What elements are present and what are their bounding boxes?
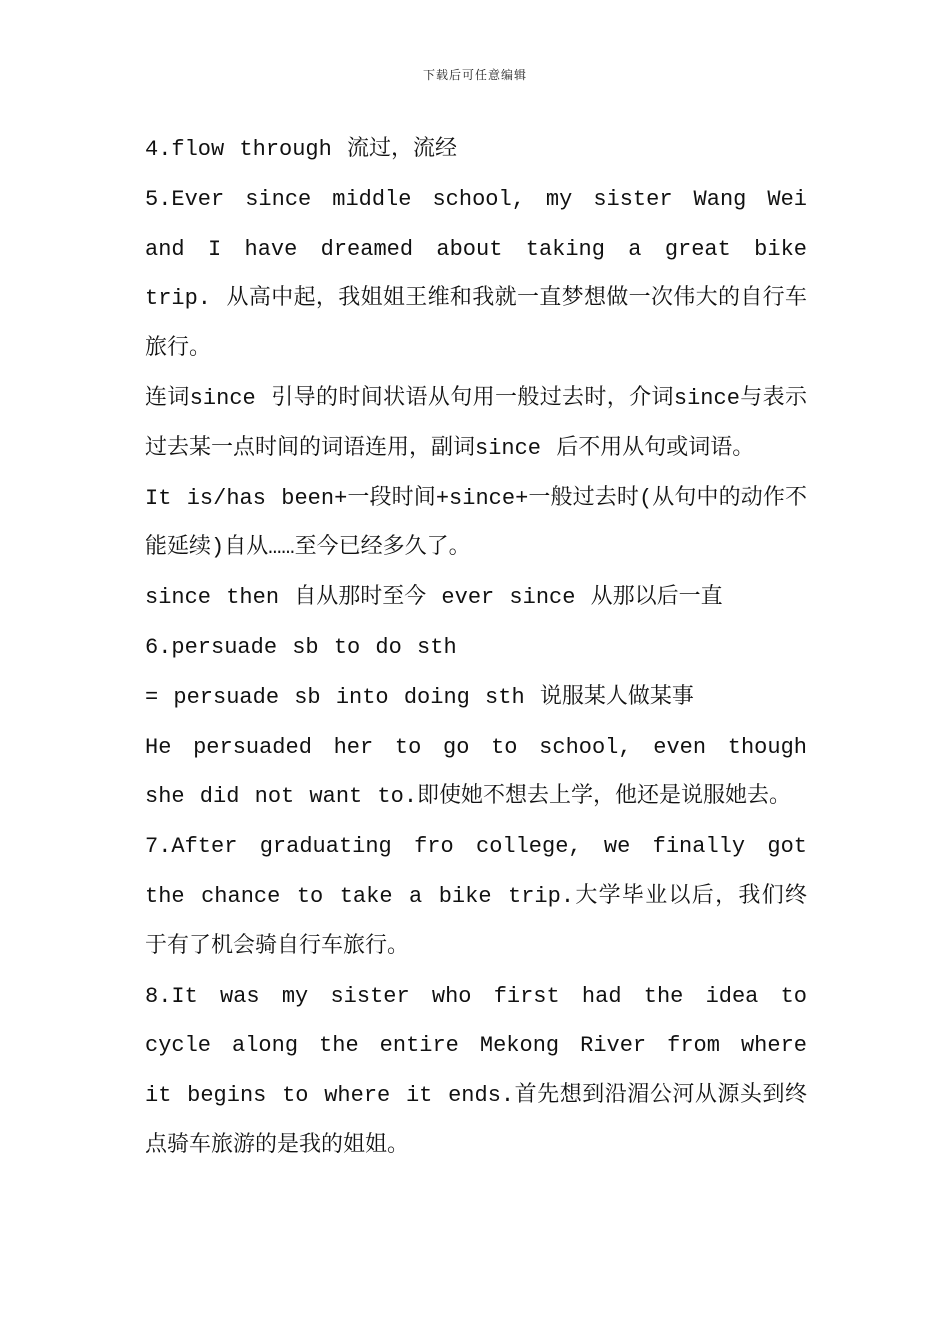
- paragraph-since-then: since then 自从那时至今 ever since 从那以后一直: [145, 585, 723, 611]
- paragraph-persuade-example: He persuaded her to go to school, even though she did not want to.即使她不想去上学，他还是说服她去。: [145, 734, 807, 810]
- paragraph-persuade-into: = persuade sb into doing sth 说服某人做某事: [145, 684, 694, 710]
- document-body: [145, 125, 807, 1171]
- paragraph-item-4: 4.flow through 流过，流经: [145, 137, 458, 162]
- page-header: 下载后可任意编辑: [422, 68, 527, 82]
- paragraph-item-6: 6.persuade sb to do sth: [145, 634, 457, 660]
- paragraph-since-pattern: It is/has been+一段时间+since+一般过去时(从句中的动作不能延续)自从……至今已经多久了。: [145, 485, 807, 561]
- paragraph-since-usage: 连词since 引导的时间状语从句用一般过去时，介词since与表示过去某一点时间的词语连用，副词since 后不用从句或词语。: [145, 385, 807, 461]
- paragraph-item-7: 7.After graduating fro college, we finally got the chance to take a bike trip.大学毕业以后，我们终于有了机会骑自行车旅行。: [145, 834, 807, 959]
- paragraph-item-8: 8.It was my sister who first had the idea to cycle along the entire Mekong River from where it begins to where it ends.首先想到沿湄公河从源头到终点骑车旅游的是我的姐姐。: [145, 983, 807, 1158]
- paragraph-item-5: 5.Ever since middle school, my sister Wang Wei and I have dreamed about taking a great bike trip. 从高中起，我姐姐王维和我就一直梦想做一次伟大的自行车旅行。: [145, 186, 807, 362]
